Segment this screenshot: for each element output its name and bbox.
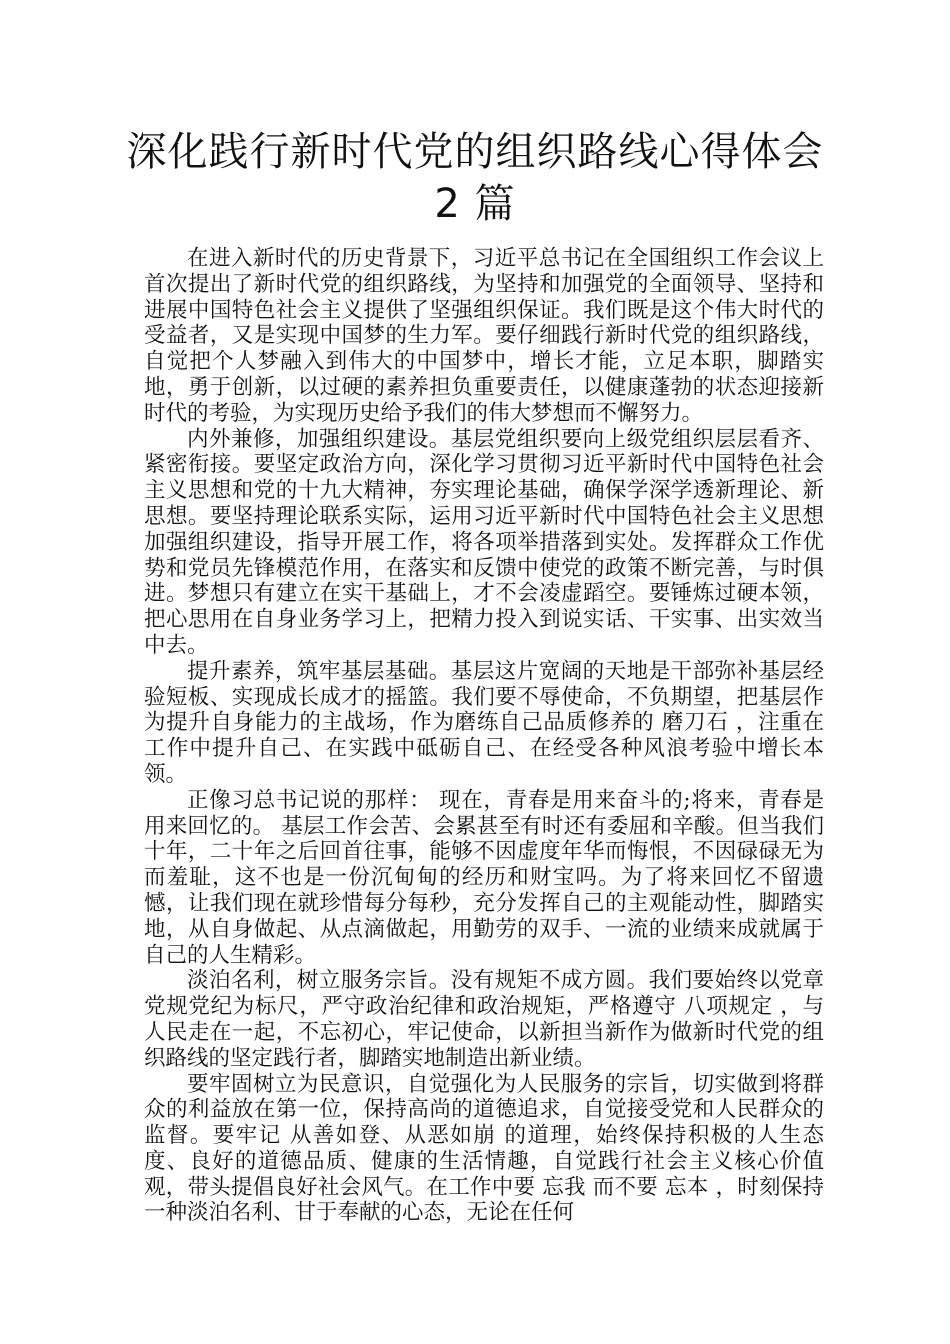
- paragraph-2: 内外兼修，加强组织建设。基层党组织要向上级党组织层层看齐、紧密衔接。要坚定政治方向，深化学习贯彻习近平新时代中国特色社会主义思想和党的十九大精神，夯实理论基础，确保学深学透新理论、新思想。要坚持理论联系实际，运用习近平新时代中国特色社会主义思想加强组织建设，指导开展工作，将各项举措落到实处。发挥群众工作优势和党员先锋模范作用，在落实和反馈中使党的政策不断完善，与时俱进。梦想只有建立在实干基础上，才不会凌虚蹈空。要锤炼过硬本领，把心思用在自身业务学习上，把精力投入到说实话、干实事、出实效当中去。: [144, 426, 824, 658]
- document-title: [0, 126, 950, 230]
- paragraph-6: 要牢固树立为民意识，自觉强化为人民服务的宗旨，切实做到将群众的利益放在第一位，保持高尚的道德追求，自觉接受党和人民群众的监督。要牢记 从善如登、从恶如崩 的道理，始终保持积极的人生态度、良好的道德品质、健康的生活情趣，自觉践行社会主义核心价值观，带头提倡良好社会风气。在工作中要 忘我 而不要 忘本 ，时刻保持一种淡泊名利、甘于奉献的心态，无论在任何: [144, 1071, 824, 1226]
- paragraph-1: 在进入新时代的历史背景下，习近平总书记在全国组织工作会议上首次提出了新时代党的组织路线，为坚持和加强党的全面领导、坚持和进展中国特色社会主义提供了坚强组织保证。我们既是这个伟大时代的受益者，又是实现中国梦的生力军。要仔细践行新时代党的组织路线，自觉把个人梦融入到伟大的中国梦中，增长才能，立足本职，脚踏实地，勇于创新，以过硬的素养担负重要责任，以健康蓬勃的状态迎接新时代的考验，为实现历史给予我们的伟大梦想而不懈努力。: [144, 246, 824, 426]
- paragraph-4: 正像习总书记说的那样： 现在，青春是用来奋斗的;将来，青春是用来回忆的。 基层工作会苦、会累甚至有时还有委屈和辛酸。但当我们十年，二十年之后回首往事，能够不因虚度年华而悔恨，不因碌碌无为而羞耻，这不也是一份沉甸甸的经历和财宝吗。为了将来回忆不留遗憾，让我们现在就珍惜每分每秒，充分发挥自己的主观能动性，脚踏实地，从自身做起、从点滴做起，用勤劳的双手、一流的业绩来成就属于自己的人生精彩。: [144, 787, 824, 968]
- title-line-2: 2 篇: [434, 181, 516, 227]
- document-body: [144, 246, 824, 1226]
- title-line-1: 深化践行新时代党的组织路线心得体会: [126, 129, 824, 175]
- paragraph-5: 淡泊名利，树立服务宗旨。没有规矩不成方圆。我们要始终以党章党规党纪为标尺，严守政治纪律和政治规矩，严格遵守 八项规定 ，与人民走在一起，不忘初心，牢记使命，以新担当新作为做新时代党的组织路线的坚定践行者，脚踏实地制造出新业绩。: [144, 968, 824, 1071]
- paragraph-3: 提升素养，筑牢基层基础。基层这片宽阔的天地是干部弥补基层经验短板、实现成长成才的摇篮。我们要不辱使命，不负期望，把基层作为提升自身能力的主战场，作为磨练自己品质修养的 磨刀石 ，注重在工作中提升自己、在实践中砥砺自己、在经受各种风浪考验中增长本领。: [144, 658, 824, 787]
